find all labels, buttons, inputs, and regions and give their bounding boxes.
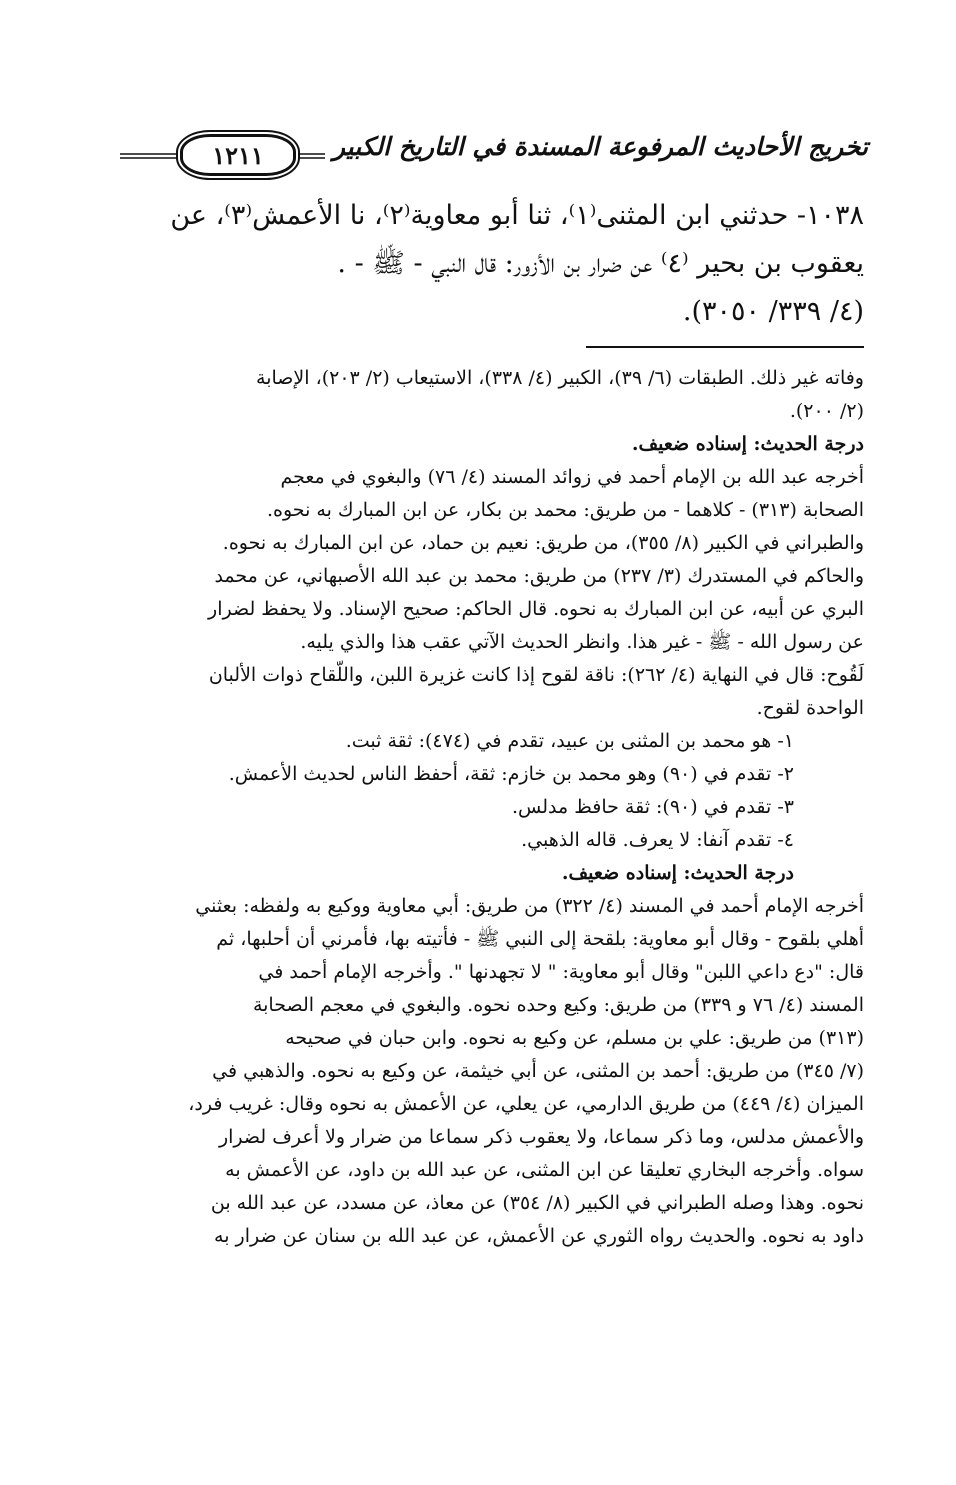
- hadith-line: يعقوب بن بحير ⁽٤⁾ عن ضرار بن الأزور: قال النبي - ﷺ - .: [337, 248, 864, 279]
- footnote-line: البري عن أبيه، عن ابن المبارك به نحوه. قال الحاكم: صحيح الإسناد. ولا يحفظ لضرار: [208, 598, 864, 620]
- footnotes: [119, 362, 864, 1253]
- footnote-line: سواه. وأخرجه البخاري تعليقا عن ابن المثنى، عن عبد الله بن داود، عن الأعمش به: [225, 1159, 864, 1181]
- footnote-line: والحاكم في المستدرك (٣/ ٢٣٧) من طريق: محمد بن عبد الله الأصبهاني، عن محمد: [214, 565, 864, 587]
- numbered-footnote: ٤- تقدم آنفا: لا يعرف. قاله الذهبي.: [521, 829, 794, 851]
- numbered-footnote: ٣- تقدم في (٩٠): ثقة حافظ مدلس.: [511, 796, 794, 818]
- footnote-line: (٧/ ٣٤٥) من طريق: أحمد بن المثنى، عن أبي خيثمة، عن وكيع به نحوه. والذهبي في: [212, 1060, 864, 1082]
- grade-heading: درجة الحديث: إسناده ضعيف.: [631, 433, 864, 455]
- footnote-line: قال: "دع داعي اللبن" وقال أبو معاوية: " لا تجهدنها ". وأخرجه الإمام أحمد في: [258, 961, 864, 983]
- footnote-line: أخرجه الإمام أحمد في المسند (٤/ ٣٢٢) من طريق: أبي معاوية ووكيع به ولفظه: بعثني: [195, 895, 864, 917]
- footnote-line: لَقُوح: قال في النهاية (٤/ ٢٦٢): ناقة لقوح إذا كانت غزيرة اللبن، واللّقاح ذوات الألبان: [208, 664, 864, 686]
- numbered-footnote: ٢- تقدم في (٩٠) وهو محمد بن خازم: ثقة، أحفظ الناس لحديث الأعمش.: [228, 763, 794, 785]
- footnote-line: (٣١٣) من طريق: علي بن مسلم، عن وكيع به نحوه. وابن حبان في صحيحه: [285, 1027, 864, 1049]
- hadith-text: [124, 192, 864, 336]
- grade-heading: درجة الحديث: إسناده ضعيف.: [561, 862, 794, 884]
- hadith-line: ١٠٣٨- حدثني ابن المثنى⁽١⁾، ثنا أبو معاوية⁽٢⁾، نا الأعمش⁽٣⁾، عن: [170, 200, 864, 231]
- running-title: تخريج الأحاديث المرفوعة المسندة في التاريخ الكبير: [325, 132, 868, 161]
- footnote-line: الصحابة (٣١٣) - كلاهما - من طريق: محمد بن بكار، عن ابن المبارك به نحوه.: [267, 499, 864, 521]
- page-number: ١٢١١: [180, 134, 296, 176]
- footnote-line: والأعمش مدلس، وما ذكر سماعا، ولا يعقوب ذكر سماعا من ضرار ولا أعرف لضرار: [218, 1126, 864, 1148]
- footnote-line: الميزان (٤/ ٤٤٩) من طريق الدارمي، عن يعلي، عن الأعمش به نحوه وقال: غريب فرد،: [188, 1093, 864, 1115]
- numbered-footnotes: [119, 725, 864, 890]
- footnote-line: (٢/ ٢٠٠).: [789, 400, 864, 422]
- numbered-footnote: ١- هو محمد بن المثنى بن عبيد، تقدم في (٤٧٤): ثقة ثبت.: [345, 730, 794, 752]
- footnote-line: الواحدة لقوح.: [756, 697, 864, 719]
- footnote-line: داود به نحوه. والحديث رواه الثوري عن الأعمش، عن عبد الله بن سنان عن ضرار به: [214, 1225, 864, 1247]
- footnote-line: والطبراني في الكبير (٨/ ٣٥٥)، من طريق: نعيم بن حماد، عن ابن المبارك به نحوه.: [222, 532, 864, 554]
- footnote-separator: [586, 346, 864, 348]
- footnote-line: نحوه. وهذا وصله الطبراني في الكبير (٨/ ٣٥٤) عن معاذ، عن مسدد، عن عبد الله بن: [210, 1192, 864, 1214]
- footnote-line: عن رسول الله - ﷺ - غير هذا. وانظر الحديث الآتي عقب هذا والذي يليه.: [300, 631, 864, 653]
- footnote-line: وفاته غير ذلك. الطبقات (٦/ ٣٩)، الكبير (٤/ ٣٣٨)، الاستيعاب (٢/ ٢٠٣)، الإصابة: [256, 367, 864, 389]
- page-header: [120, 130, 868, 174]
- footnote-line: أخرجه عبد الله بن الإمام أحمد في زوائد المسند (٤/ ٧٦) والبغوي في معجم: [280, 466, 864, 488]
- footnote-line: المسند (٤/ ٧٦ و ٣٣٩) من طريق: وكيع وحده نحوه. والبغوي في معجم الصحابة: [252, 994, 864, 1016]
- hadith-line: (٤/ ٣٣٩/ ٣٠٥٠).: [682, 296, 864, 327]
- footnote-line: أهلي بلقوح - وقال أبو معاوية: بلقحة إلى النبي ﷺ - فأتيته بها، فأمرني أن أحلبها، ثم: [216, 928, 864, 950]
